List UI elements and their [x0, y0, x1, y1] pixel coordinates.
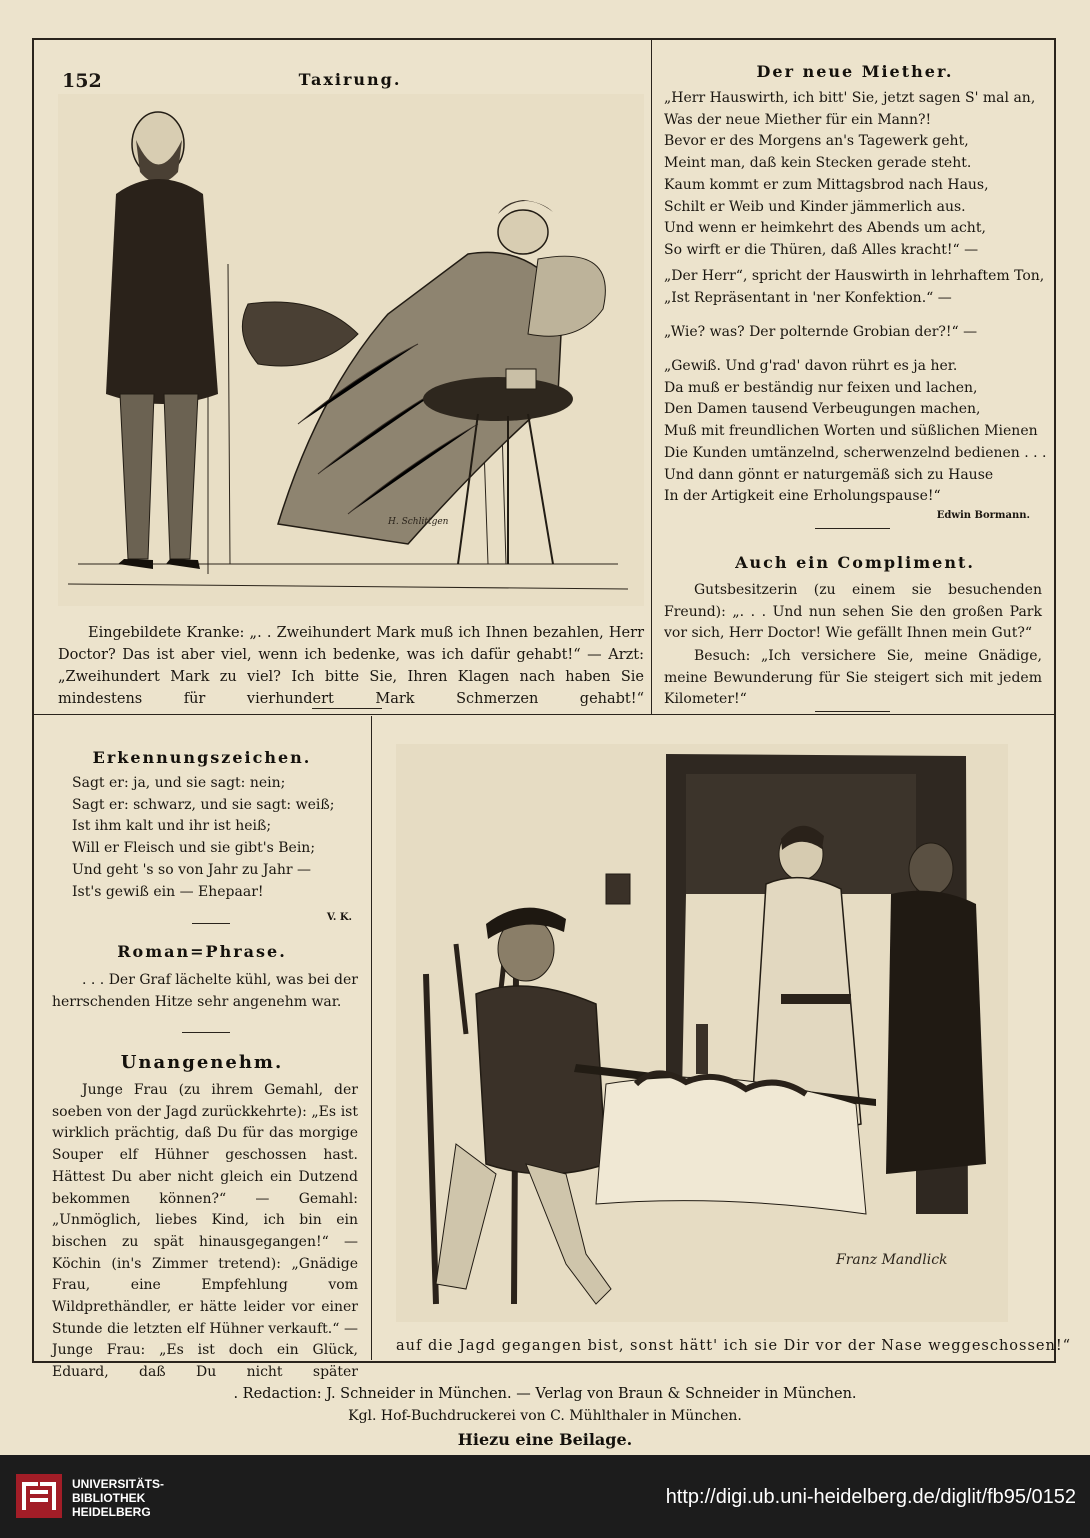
erkennung-author: V. K.	[326, 912, 352, 923]
source-url-link[interactable]: http://digi.ub.uni-heidelberg.de/diglit/fb95/0152	[665, 1486, 1076, 1508]
unangenehm-text: Junge Frau (zu ihrem Gemahl, der soeben von der Jagd zurückkehrte): „Es ist wirklich prächtig, daß Du für das morgige Souper elf Hühner geschossen hast. Hättest Du aber nicht gleich ein Dutzend bekommen können?“ — Gemahl: „Unmöglich, liebes Kind, ich bin ein bischen zu spät hinausgegangen!“ — Köchin (in's Zimmer tretend): „Gnädige Frau, eine Empfehlung vom Wildprethändler, er hätte leider vor einer Stunde die letzten elf Hühner verkauft.“ — Junge Frau: „Es ist doch ein Glück, Eduard, daß Du nicht später	[52, 1082, 358, 1381]
compliment-end-rule	[815, 711, 890, 712]
taxirung-illustration	[58, 94, 644, 606]
miether-stanza-4	[664, 356, 1050, 508]
column-rule-top	[651, 40, 652, 714]
column-rule-bottom	[371, 716, 372, 1360]
verse-line: Ist's gewiß ein — Ehepaar!	[72, 883, 264, 900]
artist-signature-mandlick: Franz Mandlick	[836, 1252, 948, 1268]
verse-line: Was der neue Miether für ein Mann?!	[664, 111, 932, 128]
library-name-line: UNIVERSITÄTS-	[72, 1477, 165, 1491]
unangenehm-title: Unangenehm.	[120, 1052, 284, 1073]
footer-imprint-line-2: Kgl. Hof-Buchdruckerei von C. Mühlthaler in München.	[348, 1408, 742, 1424]
verse-line: Will er Fleisch und sie gibt's Bein;	[72, 840, 316, 857]
miether-title: Der neue Miether.	[756, 62, 954, 81]
verse-line: Bevor er des Morgens an's Tagewerk geht,	[664, 133, 969, 150]
verse-line: Da muß er beständig nur feixen und lachen,	[664, 379, 978, 396]
roman-text: . . . Der Graf lächelte kühl, was bei der herrschenden Hitze sehr angenehm war.	[52, 972, 358, 1010]
erkennung-title: Erkennungszeichen.	[92, 748, 312, 767]
verse-line: In der Artigkeit eine Erholungspause!“	[664, 488, 941, 505]
verse-line: „Ist Repräsentant in 'ner Konfektion.“ —	[664, 289, 952, 306]
verse-line: Die Kunden umtänzelnd, scherwenzelnd bedienen . . .	[664, 444, 1047, 461]
verse-line: Sagt er: schwarz, und sie sagt: weiß;	[72, 796, 335, 813]
library-name	[72, 1477, 164, 1519]
library-name-line: HEIDELBERG	[72, 1505, 151, 1519]
verse-line: Und geht 's so von Jahr zu Jahr —	[72, 861, 311, 878]
verse-line: „Gewiß. Und g'rad' davon rührt es ja her.	[664, 358, 958, 374]
compliment-paragraph-2: Besuch: „Ich versichere Sie, meine Gnädige, meine Bewunderung für Sie steigert sich mit jedem Kilometer!“	[664, 648, 1042, 708]
verse-line: „Herr Hauswirth, ich bitt' Sie, jetzt sagen S' mal an,	[664, 90, 1036, 106]
taxirung-title: Taxirung.	[298, 70, 402, 89]
verse-line: Und dann gönnt er naturgemäß sich zu Hause	[664, 466, 994, 483]
taxirung-end-rule	[312, 708, 382, 709]
verse-line: Den Damen tausend Verbeugungen machen,	[664, 401, 981, 418]
section-divider	[33, 714, 1055, 715]
verse-line: Ist ihm kalt und ihr ist heiß;	[72, 818, 272, 835]
library-name-line: BIBLIOTHEK	[72, 1491, 146, 1505]
footer-supplement-note: Hiezu eine Beilage.	[457, 1430, 633, 1449]
miether-stanza-3	[664, 322, 1050, 344]
verse-line: So wirft er die Thüren, daß Alles kracht!“ —	[664, 241, 979, 258]
taxirung-caption: Eingebildete Kranke: „. . Zweihundert Mark muß ich Ihnen bezahlen, Herr Doctor? Das ist aber viel, wenn ich bedenke, was ich dafür gehabt!“ — Arzt: „Zweihundert Mark zu viel? Ich bitte Sie, Ihren Klagen nach haben Sie mindestens für vierhundert Mark Schmerzen gehabt!“	[58, 625, 644, 707]
artist-signature-schlittgen: H. Schlittgen	[388, 517, 449, 527]
compliment-title: Auch ein Compliment.	[735, 553, 975, 572]
miether-stanza-1	[664, 88, 1050, 262]
verse-line: „Wie? was? Der polternde Grobian der?!“ —	[664, 324, 978, 340]
verse-line: Muß mit freundlichen Worten und süßlichen Mienen	[664, 423, 1038, 440]
unangenehm-continuation: auf die Jagd gegangen bist, sonst hätt' ich sie Dir vor der Nase weggeschossen!“	[396, 1338, 1072, 1354]
miether-author: Edwin Bormann.	[936, 510, 1030, 521]
footer-imprint-line-1: . Redaction: J. Schneider in München. — Verlag von Braun & Schneider in München.	[233, 1386, 857, 1402]
library-logo-icon	[16, 1474, 62, 1518]
compliment-paragraph-1: Gutsbesitzerin (zu einem sie besuchenden Freund): „. . . Und nun sehen Sie den großen Park vor sich, Herr Doctor! Wie gefällt Ihnen mein Gut?“	[664, 582, 1042, 642]
miether-stanza-2	[664, 266, 1050, 309]
verse-line: Kaum kommt er zum Mittagsbrod nach Haus,	[664, 176, 989, 193]
verse-line: „Der Herr“, spricht der Hauswirth in lehrhaftem Ton,	[664, 268, 1045, 284]
verse-line: Meint man, daß kein Stecken gerade steht.	[664, 155, 972, 172]
verse-line: Schilt er Weib und Kinder jämmerlich aus.	[664, 198, 966, 215]
erkennung-poem	[72, 773, 362, 903]
verse-line: Sagt er: ja, und sie sagt: nein;	[72, 775, 286, 791]
miether-end-rule	[815, 528, 890, 529]
verse-line: Und wenn er heimkehrt des Abends um acht,	[664, 220, 986, 237]
roman-end-rule	[182, 1032, 230, 1033]
erkennung-short-rule	[192, 923, 230, 924]
roman-title: Roman=Phrase.	[117, 942, 287, 961]
page-number: 152	[62, 70, 102, 92]
hunter-illustration	[396, 744, 1008, 1322]
